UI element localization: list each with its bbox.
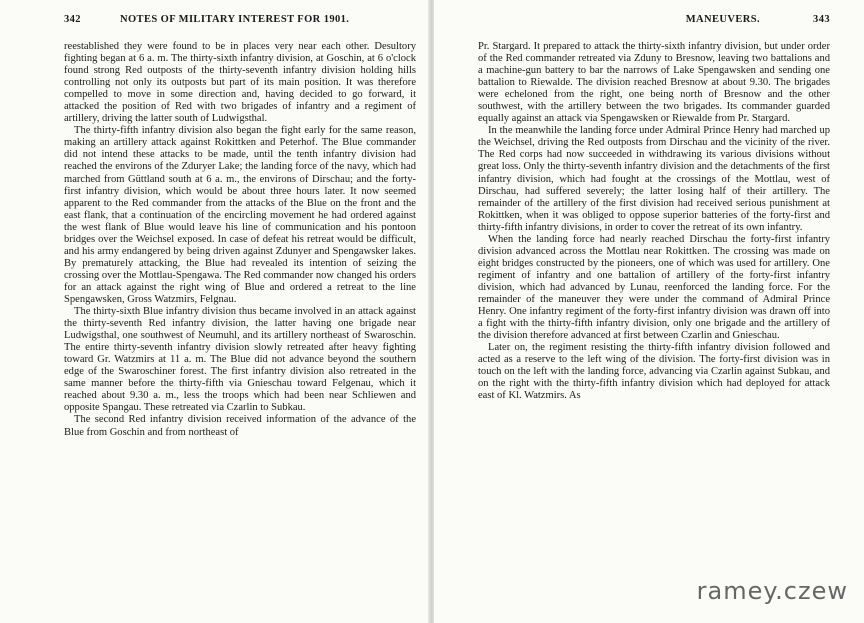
paragraph: The second Red infantry division received information of the advance of the Blue from Goschin and from northeast of	[64, 414, 416, 438]
page-number: 343	[813, 14, 830, 25]
paragraph: reestablished they were found to be in places very near each other. Desultory fighting began at 6 a. m. The thirty-sixth infantry division, at Goschin, at 6 o'clock found strong Red outposts of the thirty-seventh infantry division holding hills controlling not only its outposts but part of its main position. It was therefore compelled to move in some direction and, having decided to go forward, it attacked the position of Red with two brigades of infantry and a regiment of artillery, driving the latter south of Ludwigsthal.	[64, 41, 416, 125]
paragraph: Pr. Stargard. It prepared to attack the thirty-sixth infantry division, but under order of the Red commander retreated via Zduny to Bresnow, leaving two battalions and a machine-gun battery to bar the narrows of Lake Spengawsken and sending one battalion to Riewalde. The division reached Bresnow at about 9.30. The brigades were echeloned from the right, one being north of Bresnow and the other southwest, with the artillery between the two brigades. Its commander guarded equally against an attack via Spengawsken or Riewalde from Pr. Stargard.	[478, 41, 830, 125]
page-number: 342	[64, 14, 81, 25]
watermark-text: ramey.czew	[696, 577, 848, 605]
paragraph: The thirty-sixth Blue infantry division thus became involved in an attack against the thirty-seventh Red infantry division, the latter having one brigade near Ludwigsthal, one southwest of Neumuhl, and its artillery northeast of Swaroschin. The entire thirty-seventh infantry division slowly retreated after heavy fighting toward Gr. Watzmirs at 11 a. m. The Blue did not advance beyond the southern edge of the Swaroschiner forest. The first infantry division also retreated in the same manner before the thirty-fifth via Gnieschau toward Felgenau, which it reached about 9.30 a. m., less the troops which had been near Schliewen and opposite Spangau. These retreated via Czarlin to Subkau.	[64, 306, 416, 414]
left-page-body	[64, 41, 416, 439]
running-head: MANEUVERS.	[685, 14, 760, 25]
left-page	[0, 0, 430, 623]
left-page-header	[64, 14, 414, 28]
paragraph: Later on, the regiment resisting the thirty-fifth infantry division followed and acted as a reserve to the left wing of the division. The forty-first division was in touch on the left with the landing force, advancing via Czarlin against Subkau, and on the right with the thirty-fifth infantry division which had deployed for attack east of Kl. Watzmirs. As	[478, 342, 830, 402]
right-page-header	[480, 14, 830, 28]
right-page-body	[478, 41, 830, 402]
right-page	[434, 0, 864, 623]
paragraph: In the meanwhile the landing force under Admiral Prince Henry had marched up the Weichsel, driving the Red outposts from Dirschau and the vicinity of the river. The Red corps had now succeeded in withdrawing its various divisions without great loss. Only the thirty-seventh infantry division and the detachments of the first infantry division, which had fought at the crossings of the Mottlau, west of Dirschau, had suffered severely; the latter losing half of their artillery. The remainder of the artillery of the first division had received serious punishment at Rokittken, when it was obliged to oppose superior batteries of the forty-first and thirty-fifth infantry divisions, in order to cover the retreat of its own infantry.	[478, 125, 830, 233]
paragraph: The thirty-fifth infantry division also began the fight early for the same reason, making an artillery attack against Rokittken and Peterhof. The Blue commander did not intend these attacks to be made, until the tenth infantry division had reached the environs of the Zduryer Lake; the landing force of the navy, which had marched from Güttland south at 6 a. m., the environs of Dirschau; and the forty-first infantry division, which would be about three hours later. It now seemed apparent to the Red commander from the attacks of the Blue on the front and the east flank, that a continuation of the encircling movement he had ordered against the west flank of Blue would leave his line of communication and his pontoon bridges over the Weichsel exposed. In case of defeat his retreat would be difficult, and his army endangered by being driven against Zdunyer and Spengawsker lakes. By prematurely attacking, the Blue had revealed its intention of seizing the crossing over the Mottlau-Spengawa. The Red commander now changed his orders for an attack against the right wing of Blue and ordered a retreat to the line Spengawsken, Gross Watzmirs, Felgnau.	[64, 125, 416, 305]
running-head: NOTES OF MILITARY INTEREST FOR 1901.	[120, 14, 350, 25]
paragraph: When the landing force had nearly reached Dirschau the forty-first infantry division advanced across the Mottlau near Rokittken. The crossing was made on eight bridges constructed by the pioneers, one of which was used for artillery. One regiment of infantry and one battalion of artillery of the forty-first infantry division, which had advanced by Lunau, reenforced the landing force. For the remainder of the maneuver they were under the command of Admiral Prince Henry. One infantry regiment of the forty-first infantry division was drawn off into a fight with the thirty-fifth infantry division, only one brigade and the artillery of the division therefore advanced at first between Czarlin and Gnieschau.	[478, 233, 830, 342]
